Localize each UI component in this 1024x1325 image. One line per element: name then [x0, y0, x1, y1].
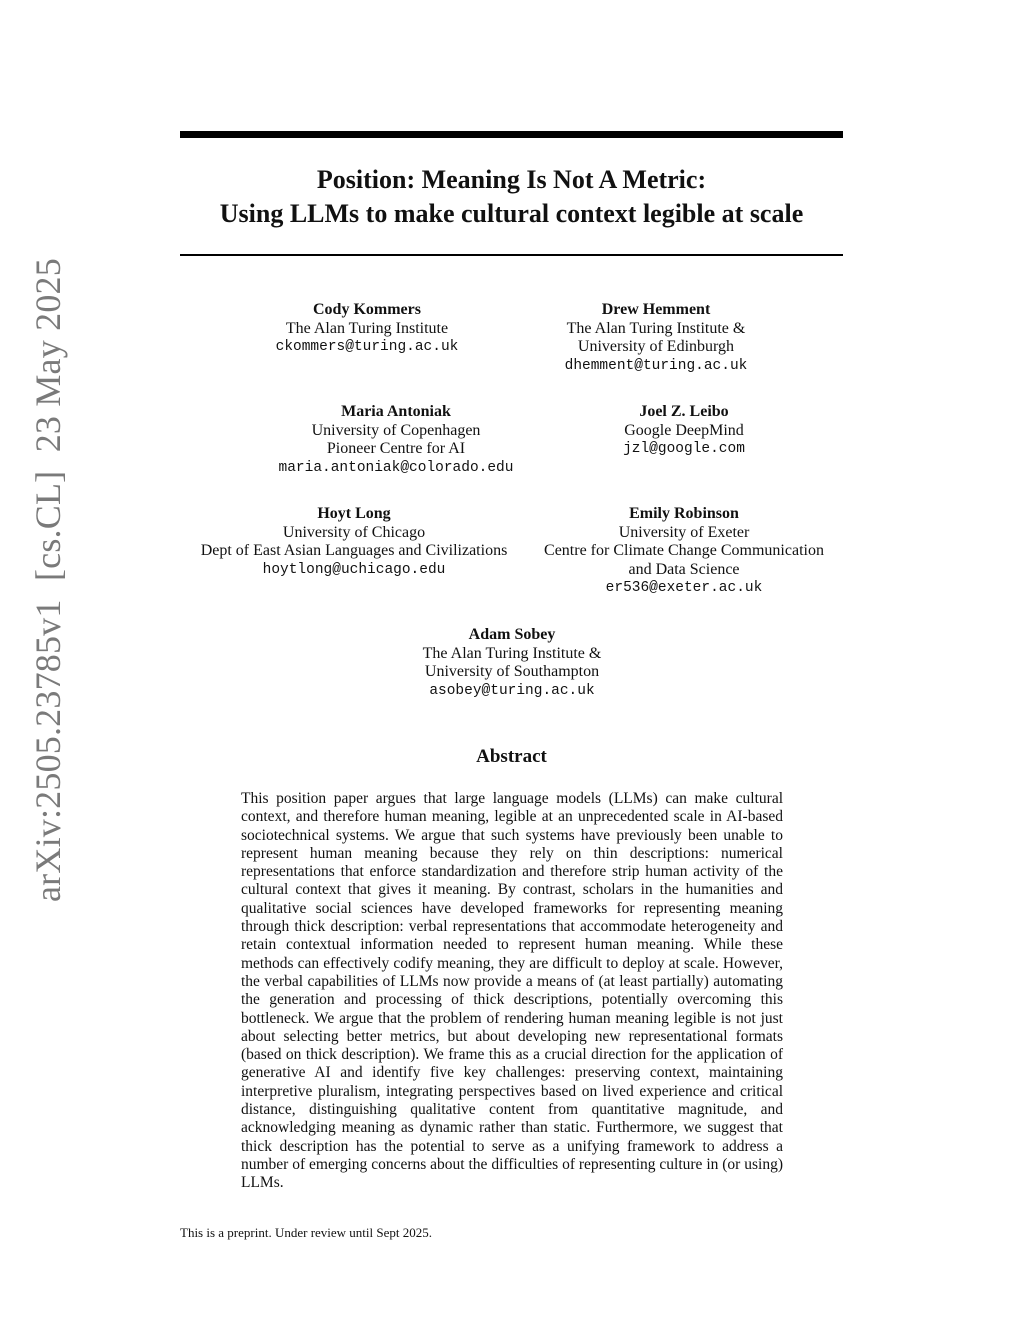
- author-affiliation: The Alan Turing Institute &: [422, 644, 602, 662]
- author-block: [266, 403, 526, 477]
- abstract-text: This position paper argues that large language models (LLMs) can make cultural context, and therefore human meaning, legible at an unprecedented scale in AI-based sociotechnical systems. We argue that such systems have previously been unable to represent human meaning because they rely on thin descriptions: numerical representations that enforce standardization and therefore strip human activity of the cultural context that gives it meaning. By contrast, scholars in the humanities and qualitative social sciences have developed frameworks for representing meaning through thick description: verbal representations that accommodate heterogeneity and retain contextual information needed to represent human meaning. While these methods can effectively codify meaning, they are difficult to deploy at scale. However, the verbal capabilities of LLMs now provide a means of (at least partially) automating the generation and processing of thick descriptions, potentially overcoming this bottleneck. We argue that the problem of rendering human meaning legible is not just about selecting better metrics, but about developing new representational formats (based on thick description). We frame this as a crucial direction for the application of generative AI and identify five key challenges: preserving context, maintaining interpretive pluralism, integrating perspectives based on lived experience and critical distance, distinguishing qualitative content from quantitative magnitude, and acknowledging meaning as dynamic rather than static. Furthermore, we suggest that thick description has the potential to serve as a unifying framework to address a number of emerging concerns about the difficulties of representing culture in (or using) LLMs.: [241, 790, 783, 1192]
- author-affiliation: Google DeepMind: [624, 421, 744, 439]
- author-name: Joel Z. Leibo: [639, 403, 729, 420]
- author-name: Drew Hemment: [601, 301, 711, 318]
- author-email: hoytlong@uchicago.edu: [262, 561, 446, 578]
- author-email: dhemment@turing.ac.uk: [564, 357, 748, 374]
- author-name: Cody Kommers: [313, 301, 421, 318]
- author-name: Hoyt Long: [317, 505, 391, 522]
- paper-title: [180, 163, 843, 231]
- author-affiliation: Centre for Climate Change Communication: [544, 542, 824, 559]
- author-affiliation: University of Chicago: [282, 523, 426, 541]
- title-line-1: Position: Meaning Is Not A Metric:: [316, 165, 707, 194]
- author-block: [540, 301, 772, 375]
- title-line-2: Using LLMs to make cultural context legible at scale: [219, 199, 804, 228]
- author-email: jzl@google.com: [623, 441, 745, 457]
- preprint-footnote: This is a preprint. Under review until Sept 2025.: [180, 1225, 433, 1240]
- author-affiliation: The Alan Turing Institute: [285, 319, 449, 337]
- author-affiliation: Dept of East Asian Languages and Civilizations: [200, 542, 508, 559]
- author-block: [594, 403, 774, 459]
- author-affiliation: University of Southampton: [424, 663, 600, 680]
- author-name: Maria Antoniak: [341, 403, 451, 420]
- abstract-heading: Abstract: [476, 746, 547, 767]
- author-block: [262, 301, 472, 357]
- author-affiliation: University of Edinburgh: [577, 338, 735, 355]
- author-email: asobey@turing.ac.uk: [429, 682, 595, 699]
- author-name: Emily Robinson: [629, 505, 739, 522]
- author-email: ckommers@turing.ac.uk: [275, 339, 459, 355]
- author-affiliation: The Alan Turing Institute &: [566, 319, 746, 337]
- author-affiliation: Pioneer Centre for AI: [326, 440, 466, 457]
- author-email: maria.antoniak@colorado.edu: [278, 459, 514, 476]
- author-name: Adam Sobey: [468, 626, 556, 643]
- title-top-rule: [180, 131, 843, 138]
- author-affiliation: University of Copenhagen: [311, 421, 481, 439]
- author-block: [392, 626, 632, 700]
- author-block: [534, 505, 834, 598]
- author-affiliation: University of Exeter: [618, 523, 750, 541]
- title-bottom-rule: [180, 254, 843, 256]
- author-email: er536@exeter.ac.uk: [605, 580, 763, 596]
- arxiv-identifier: arXiv:2505.23785v1 [cs.CL] 23 May 2025: [28, 258, 68, 902]
- author-affiliation: and Data Science: [628, 560, 740, 578]
- author-block: [189, 505, 519, 579]
